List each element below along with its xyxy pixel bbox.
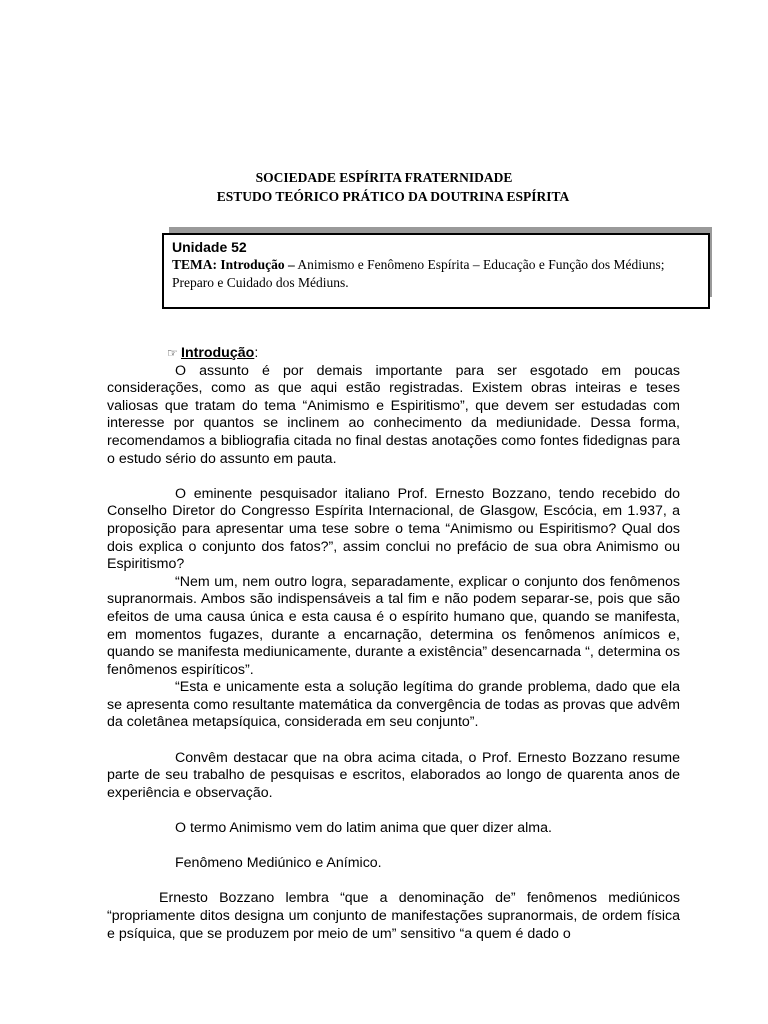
paragraph-7-heading: Fenômeno Mediúnico e Anímico.: [175, 855, 382, 872]
intro-heading-colon: :: [254, 345, 259, 361]
theme-label: TEMA: Introdução –: [172, 257, 295, 272]
header-organization: SOCIEDADE ESPÍRITA FRATERNIDADE: [255, 170, 513, 185]
paragraph-5: Convêm destacar que na obra acima citada, o Prof. Ernesto Bozzano resume parte de seu trabalho de pesquisas e escritos, elaborados ao longo de quarenta anos de experiência e observação.: [107, 749, 680, 801]
document-header: [0, 168, 768, 206]
paragraph-2: O eminente pesquisador italiano Prof. Ernesto Bozzano, tendo recebido do Conselho Diretor do Congresso Espírita Internacional, de Glasgow, Escócia, em 1.937, a proposição para apresentar uma tese sobre o tema “Animismo ou Espiritismo? Qual dos dois explica o conjunto dos fatos?”, assim conclui no prefácio de sua obra Animismo ou Espiritismo?: [107, 485, 680, 573]
paragraph-3-quote: “Nem um, nem outro logra, separadamente, explicar o conjunto dos fenômenos supranormais. Ambos são indispensáveis a tal fim e não podem separar-se, pois que são efeitos de uma causa única e esta causa é o espírito humano que, quando se manifesta, em momentos fugazes, durante a encarnação, determina os fenômenos anímicos e, quando se manifesta mediunicamente, durante a existência” desencarnada “, determina os fenômenos espiríticos”.: [107, 573, 680, 678]
pointing-hand-icon: ☞: [167, 346, 178, 360]
intro-heading: [167, 345, 680, 363]
paragraph-8: Ernesto Bozzano lembra “que a denominação de” fenômenos mediúnicos “propriamente ditos designa um conjunto de manifestações supranormais, de ordem física e psíquica, que se produzem por meio de um” sensitivo “a quem é dado o: [107, 890, 680, 942]
theme-text: Animismo e Fenômeno Espírita – Educação e Função dos Médiuns; Preparo e Cuidado dos Médiuns.: [172, 257, 665, 290]
paragraph-1: O assunto é por demais importante para ser esgotado em poucas considerações, como as que aqui estão registradas. Existem obras inteiras e teses valiosas que tratam do tema “Animismo e Espiritismo”, que devem ser estudadas com interesse por quantos se inclinem ao conhecimento da mediunidade. Dessa forma, recomendamos a bibliografia citada no final destas anotações como fontes fidedignas para o estudo sério do assunto em pauta.: [107, 362, 680, 467]
unit-number: Unidade 52: [172, 239, 247, 255]
paragraph-4-quote: “Esta e unicamente esta a solução legítima do grande problema, dado que ela se apresenta como resultante matemática da convergência de todas as provas que advêm da coletânea metapsíquica, considerada em seu conjunto”.: [107, 679, 680, 731]
intro-heading-text: Introdução: [181, 345, 255, 361]
document-body: [107, 345, 680, 943]
unit-box: [162, 233, 705, 308]
unit-box-frame: [162, 233, 710, 309]
unit-theme: [172, 256, 703, 292]
paragraph-6: O termo Animismo vem do latim anima que quer dizer alma.: [175, 820, 552, 837]
header-course-title: ESTUDO TEÓRICO PRÁTICO DA DOUTRINA ESPÍRITA: [216, 189, 570, 204]
